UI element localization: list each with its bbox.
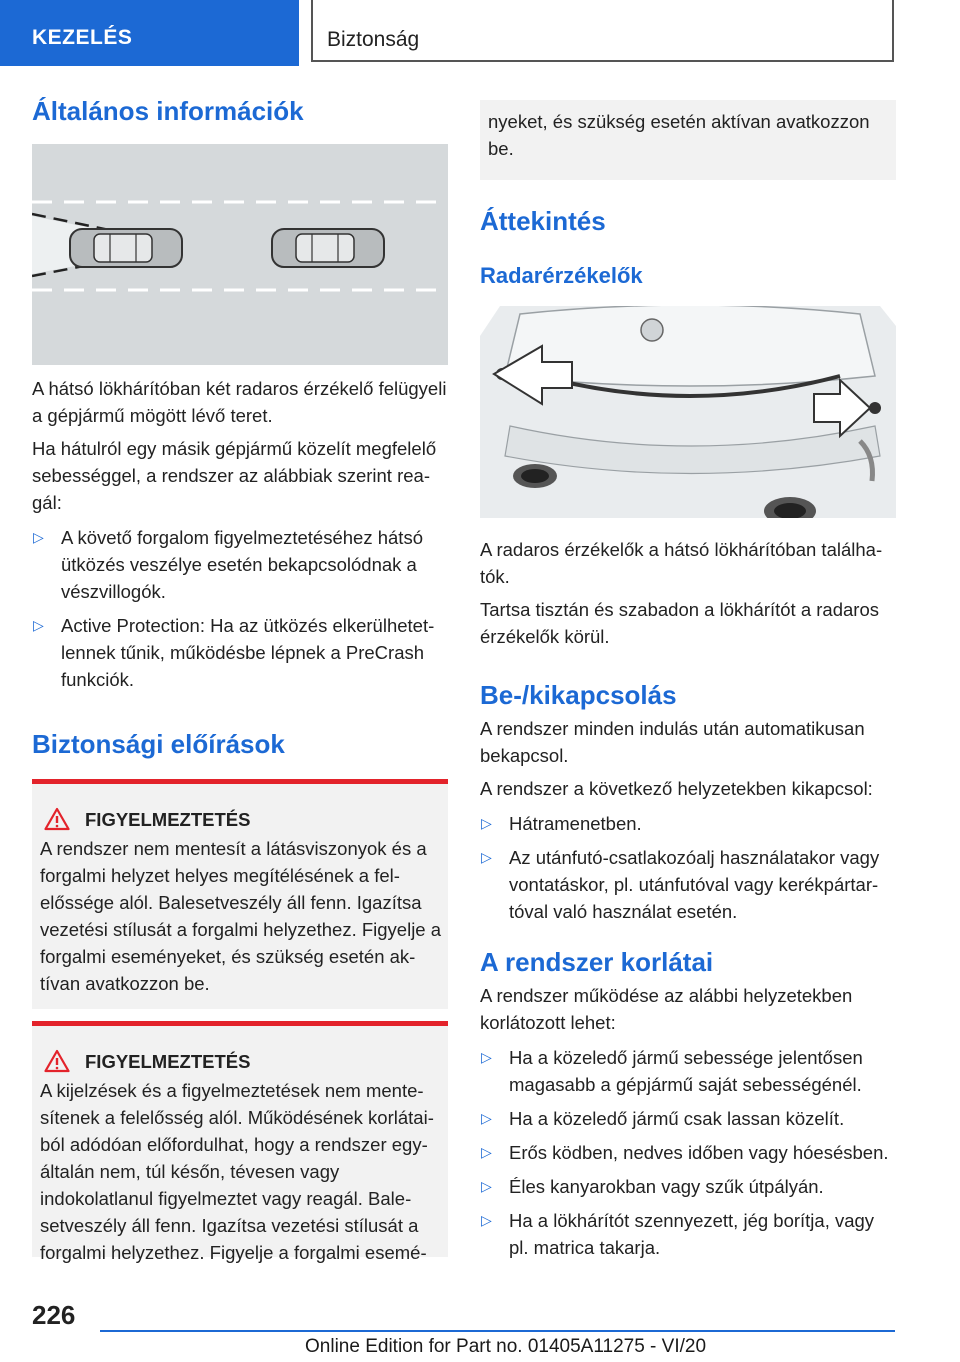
list-item: ▷ Hátramenetben. (480, 810, 896, 837)
radar-sensor-illustration (480, 306, 896, 518)
paragraph: Ha hátulról egy másik gépjármű közelít megfelelő sebességgel, a rendszer az alábbiak szerint reagál: (32, 438, 437, 514)
bullet-icon: ▷ (481, 848, 492, 865)
heading-on-off: Be-/kikapcsolás (480, 679, 677, 710)
heading-safety: Biztonsági előírások (32, 729, 285, 760)
paragraph: A rendszer működése az alábbi helyzetekben korlátozott lehet: (480, 984, 853, 1033)
car-rear-icon (480, 306, 896, 518)
list-item: ▷ Active Protection: Ha az ütközés elkerülhetetlennek tűnik, működésbe lépnek a PreCrash funkciók. (32, 612, 448, 693)
warning-text: nyeket, és szükség esetén aktívan avatkozzon be. (488, 111, 870, 159)
warning-text: A rendszer nem mentesít a látásviszonyok és a forgalmi helyzet helyes megítélésének a felelőssége alól. Balesetveszély áll fenn. Igazítsa vezetési stílusát a forgalmi helyzethez. Figyelje a forgalmi eseményeket, és szükség esetén aktívan avatkozzon be. (40, 838, 442, 995)
bullet-icon: ▷ (481, 1177, 492, 1194)
reaction-list (32, 524, 448, 693)
list-item: ▷ Ha a lökhárítót szennyezett, jég borítja, vagy pl. matrica takarja. (480, 1207, 896, 1261)
footer-edition: Online Edition for Part no. 01405A11275 - VI/20 (305, 1336, 707, 1357)
bullet-icon: ▷ (481, 1048, 492, 1065)
paragraph: Tartsa tisztán és szabadon a lökhárítót a radaros érzékelők körül. (480, 598, 879, 647)
subsection-label: Biztonság (327, 28, 420, 51)
warning-triangle-icon (44, 807, 70, 831)
list-item: ▷ Ha a közeledő jármű sebessége jelentősen magasabb a gépjármű saját sebességénél. (480, 1044, 896, 1098)
warning-triangle-icon (44, 1049, 70, 1073)
limits-list (480, 1044, 896, 1261)
bullet-icon: ▷ (33, 529, 44, 546)
list-item: ▷ Éles kanyarokban vagy szűk útpályán. (480, 1173, 896, 1200)
left-column (32, 96, 448, 1264)
bullet-icon: ▷ (481, 1143, 492, 1160)
warning-title: FIGYELMEZTETÉS (40, 806, 448, 833)
page-number: 226 (32, 1300, 76, 1330)
paragraph: A radaros érzékelők a hátsó lökhárítóban találhatók. (480, 538, 883, 587)
paragraph: A rendszer minden indulás után automatikusan bekapcsol. (480, 717, 865, 766)
bullet-icon: ▷ (33, 617, 44, 634)
warning-continuation (480, 100, 896, 180)
warning-box (32, 779, 448, 1009)
heading-overview: Áttekintés (480, 206, 606, 236)
subsection-header (311, 0, 894, 62)
list-item: ▷ Ha a közeledő jármű csak lassan közelít. (480, 1105, 896, 1132)
heading-radar-sensors: Radarérzékelők (480, 263, 643, 289)
paragraph: A hátsó lökhárítóban két radaros érzékelő felügyeli a gépjármű mögött lévő teret. (32, 378, 447, 427)
right-column (480, 100, 896, 1268)
paragraph: A rendszer a következő helyzetekben kikapcsol: (480, 777, 873, 799)
section-tab (0, 0, 299, 66)
list-item: ▷ Az utánfutó-csatlakozóalj használatakor vagy vontatáskor, pl. utánfutóval vagy kerékpártartóval való használat esetén. (480, 844, 896, 925)
warning-box (32, 1021, 448, 1264)
footer-divider (100, 1330, 895, 1332)
traffic-illustration (32, 144, 448, 365)
section-label: KEZELÉS (32, 26, 133, 49)
bullet-icon: ▷ (481, 814, 492, 831)
bullet-icon: ▷ (481, 1211, 492, 1228)
warning-title: FIGYELMEZTETÉS (40, 1048, 448, 1075)
list-item: ▷ A követő forgalom figyelmeztetéséhez hátsó ütközés veszélye esetén bekapcsolódnak a vészvillogók. (32, 524, 448, 605)
warning-text: A kijelzések és a figyelmeztetések nem mentesítenek a felelősség alól. Működésének korlátaiból adódóan előfordulhat, hogy a rendszer egyáltalán nem, túl későn, tévesen vagy indokolatlanul figyelmeztet vagy reagál. Balesetveszély áll fenn. Igazítsa vezetési stílusát a forgalmi helyzethez. Figyelje a forgalmi esemé- (40, 1080, 434, 1264)
heading-limits: A rendszer korlátai (480, 946, 714, 977)
heading-general-info: Általános információk (32, 96, 304, 126)
list-item: ▷ Erős ködben, nedves időben vagy hóesésben. (480, 1139, 896, 1166)
traffic-diagram-icon (32, 144, 448, 365)
off-conditions-list (480, 810, 896, 925)
bullet-icon: ▷ (481, 1109, 492, 1126)
